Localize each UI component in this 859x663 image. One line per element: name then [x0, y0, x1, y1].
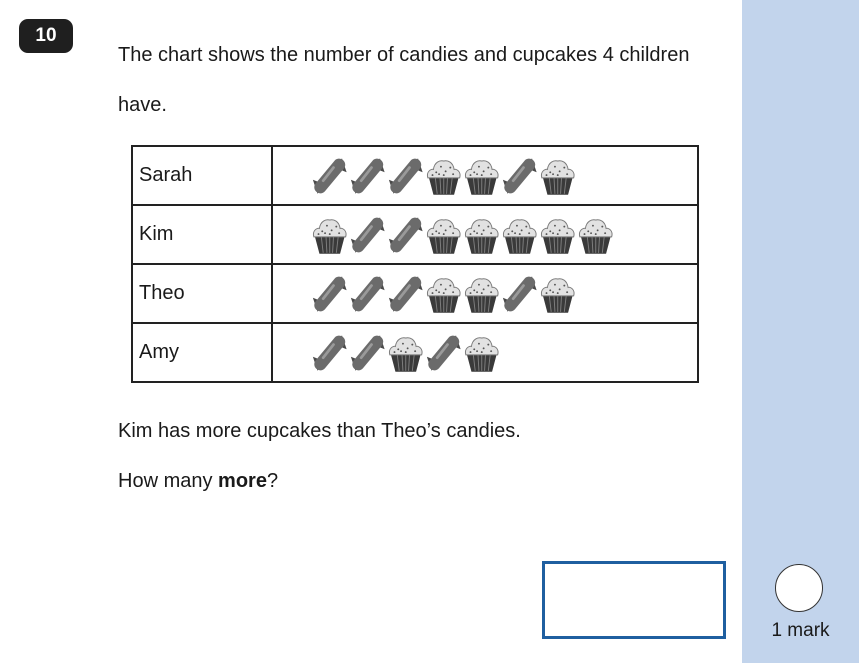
- cupcake-icon: [539, 272, 577, 316]
- candy-icon: [349, 331, 387, 375]
- cupcake-icon: [577, 213, 615, 257]
- candy-icon: [349, 213, 387, 257]
- pictogram-icons-cell: [272, 323, 698, 382]
- child-name: Theo: [132, 264, 272, 323]
- mark-label: 1 mark: [771, 620, 830, 641]
- icon-strip: [273, 265, 697, 322]
- pictogram-row: [132, 205, 698, 264]
- ask-prefix: How many: [118, 470, 219, 492]
- cupcake-icon: [539, 154, 577, 198]
- cupcake-icon: [463, 154, 501, 198]
- child-name: Amy: [132, 323, 272, 382]
- answer-box[interactable]: [542, 561, 726, 639]
- ask-suffix: ?: [266, 470, 279, 492]
- cupcake-icon: [463, 272, 501, 316]
- cupcake-icon: [463, 331, 501, 375]
- cupcake-icon: [425, 272, 463, 316]
- cupcake-icon: [463, 213, 501, 257]
- pictogram-icons-cell: [272, 205, 698, 264]
- cupcake-icon: [311, 213, 349, 257]
- candy-icon: [311, 331, 349, 375]
- icon-strip: [273, 324, 697, 381]
- candy-icon: [501, 272, 539, 316]
- question-ask: [118, 470, 278, 493]
- ask-bold-word: more: [218, 470, 267, 492]
- mark-circle: [775, 564, 823, 612]
- candy-icon: [501, 154, 539, 198]
- question-intro: The chart shows the number of candies and cupcakes 4 children have.: [118, 44, 690, 116]
- candy-icon: [387, 154, 425, 198]
- pictogram-row: [132, 264, 698, 323]
- candy-icon: [349, 154, 387, 198]
- pictogram-table: [131, 145, 699, 383]
- cupcake-icon: [501, 213, 539, 257]
- question-number-badge: 10: [19, 19, 73, 53]
- icon-strip: [273, 206, 697, 263]
- candy-icon: [425, 331, 463, 375]
- icon-strip: [273, 147, 697, 204]
- candy-icon: [387, 272, 425, 316]
- question-statement: Kim has more cupcakes than Theo’s candies.: [118, 420, 521, 442]
- pictogram-icons-cell: [272, 264, 698, 323]
- candy-icon: [349, 272, 387, 316]
- cupcake-icon: [425, 154, 463, 198]
- cupcake-icon: [539, 213, 577, 257]
- pictogram-row: [132, 323, 698, 382]
- cupcake-icon: [387, 331, 425, 375]
- pictogram-icons-cell: [272, 146, 698, 205]
- candy-icon: [311, 272, 349, 316]
- cupcake-icon: [425, 213, 463, 257]
- candy-icon: [311, 154, 349, 198]
- candy-icon: [387, 213, 425, 257]
- child-name: Kim: [132, 205, 272, 264]
- pictogram-row: [132, 146, 698, 205]
- child-name: Sarah: [132, 146, 272, 205]
